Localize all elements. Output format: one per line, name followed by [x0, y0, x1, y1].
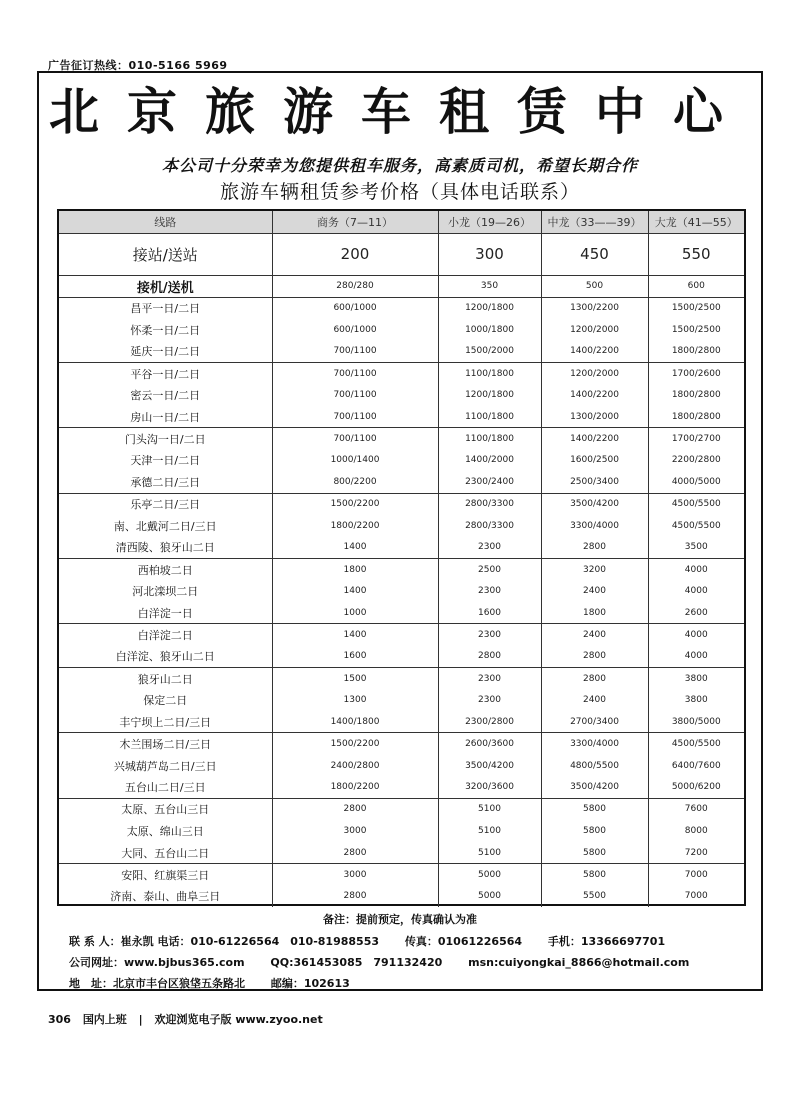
- price-cell: 1800/2800: [648, 341, 744, 363]
- page-footer: [48, 1011, 323, 1027]
- table-row: [59, 580, 744, 602]
- price-cell: 4000: [648, 559, 744, 581]
- price-cell: 2800: [541, 668, 648, 690]
- price-cell: 2800: [541, 646, 648, 668]
- price-cell: 4000/5000: [648, 471, 744, 493]
- contact-msn: msn:cuiyongkai_8866@hotmail.com: [468, 956, 690, 969]
- price-cell: 4000: [648, 580, 744, 602]
- price-cell: 1100/1800: [438, 428, 541, 450]
- table-row: [59, 689, 744, 711]
- table-row: [59, 515, 744, 537]
- table-row: [59, 755, 744, 777]
- price-cell: 4500/5500: [648, 493, 744, 515]
- price-table: [59, 211, 744, 907]
- price-cell: 2800: [272, 886, 438, 908]
- price-cell: 1400/1800: [272, 711, 438, 733]
- price-cell: 1500/2200: [272, 733, 438, 755]
- price-cell: 3200: [541, 559, 648, 581]
- price-cell: 2300/2800: [438, 711, 541, 733]
- price-cell: 1300/2200: [541, 297, 648, 319]
- price-cell: 5800: [541, 820, 648, 842]
- price-cell: 2600/3600: [438, 733, 541, 755]
- table-row: [59, 297, 744, 319]
- price-cell: 3000: [272, 820, 438, 842]
- route-cell: 怀柔一日/二日: [130, 323, 201, 337]
- company-address: 地 址：北京市丰台区狼垡五条路北: [69, 977, 245, 990]
- price-cell: 2700/3400: [541, 711, 648, 733]
- price-cell: 3800: [648, 668, 744, 690]
- price-cell: 3500: [648, 537, 744, 559]
- price-cell: 7200: [648, 842, 744, 864]
- price-cell: 2300: [438, 689, 541, 711]
- price-cell: 1300: [272, 689, 438, 711]
- route-cell: 狼牙山二日: [137, 672, 193, 686]
- contact-line-address: [69, 975, 372, 991]
- price-cell: 1400/2200: [541, 341, 648, 363]
- header-large-bus: 大龙（41—55）: [648, 211, 744, 233]
- price-cell: 1000: [272, 602, 438, 624]
- price-cell: 3500/4200: [438, 755, 541, 777]
- route-cell: 安阳、红旗渠三日: [121, 868, 210, 882]
- route-cell: 平谷一日/二日: [130, 367, 201, 381]
- price-cell: 2400: [541, 624, 648, 646]
- route-cell: 接机/送机: [59, 275, 272, 297]
- table-row: [59, 233, 744, 275]
- route-cell: 济南、泰山、曲阜三日: [110, 890, 221, 904]
- price-cell: 1400: [272, 537, 438, 559]
- price-cell: 2200/2800: [648, 450, 744, 472]
- header-medium-bus: 中龙（33——39）: [541, 211, 648, 233]
- price-cell: 4000: [648, 646, 744, 668]
- route-cell: 白洋淀、狼牙山二日: [59, 646, 272, 668]
- price-cell: 2300: [438, 580, 541, 602]
- route-cell: 房山一日/二日: [59, 406, 272, 428]
- route-cell: 接站/送站: [59, 233, 272, 275]
- price-cell: 4500/5500: [648, 515, 744, 537]
- route-cell: 河北滦坝二日: [132, 585, 199, 599]
- price-cell: 2800: [541, 537, 648, 559]
- price-cell: 1600: [272, 646, 438, 668]
- route-cell: 南、北戴河二日/三日: [113, 519, 217, 533]
- price-cell: 1000/1800: [438, 319, 541, 341]
- table-row: [59, 559, 744, 581]
- contact-line-web: [69, 954, 711, 970]
- price-cell: 3500/4200: [541, 777, 648, 799]
- route-cell: 大同、五台山二日: [59, 842, 272, 864]
- price-cell: 800/2200: [272, 471, 438, 493]
- page-number: 306: [48, 1013, 71, 1026]
- price-table-box: [57, 209, 746, 906]
- price-cell: 3800: [648, 689, 744, 711]
- price-cell: 2400: [541, 580, 648, 602]
- price-cell: 1400: [272, 580, 438, 602]
- price-cell: 1800/2200: [272, 515, 438, 537]
- price-cell: 2500/3400: [541, 471, 648, 493]
- route-cell: 门头沟一日/二日: [124, 432, 206, 446]
- postal-code: 邮编：102613: [270, 977, 350, 990]
- price-cell: 5100: [438, 798, 541, 820]
- header-route: 线路: [59, 211, 272, 233]
- price-cell: 4000: [648, 624, 744, 646]
- table-row: [59, 711, 744, 733]
- route-cell: 天津一日/二日: [130, 454, 201, 468]
- price-cell: 7000: [648, 864, 744, 886]
- price-cell: 1400: [272, 624, 438, 646]
- price-cell: 1200/2000: [541, 362, 648, 384]
- price-cell: 2300/2400: [438, 471, 541, 493]
- price-cell: 4800/5500: [541, 755, 648, 777]
- price-cell: 2500: [438, 559, 541, 581]
- price-cell: 3500/4200: [541, 493, 648, 515]
- ad-hotline: 广告征订热线：010-5166 5969: [48, 59, 228, 72]
- contact-person-phone: 联 系 人：崔永凯 电话：010-61226564 010-81988553: [69, 935, 380, 948]
- price-cell: 1700/2700: [648, 428, 744, 450]
- price-cell: 1500/2000: [438, 341, 541, 363]
- route-cell: 白洋淀一日: [59, 602, 272, 624]
- table-row: [59, 537, 744, 559]
- price-cell: 7600: [648, 798, 744, 820]
- slogan: 本公司十分荣幸为您提供租车服务，高素质司机，希望长期合作: [161, 156, 638, 175]
- table-row: [59, 820, 744, 842]
- table-row: [59, 384, 744, 406]
- table-row: [59, 668, 744, 690]
- price-cell: 1800/2800: [648, 384, 744, 406]
- contact-line-phone: [69, 933, 687, 949]
- price-cell: 1200/2000: [541, 319, 648, 341]
- price-cell: 4500/5500: [648, 733, 744, 755]
- route-cell: 清西陵、狼牙山二日: [59, 537, 272, 559]
- price-cell: 500: [541, 275, 648, 297]
- price-cell: 1800/2200: [272, 777, 438, 799]
- price-cell: 5000/6200: [648, 777, 744, 799]
- footer-divider: |: [138, 1013, 143, 1026]
- price-cell: 1800: [272, 559, 438, 581]
- price-cell: 2300: [438, 537, 541, 559]
- price-cell: 5800: [541, 798, 648, 820]
- price-table-title: 旅游车辆租赁参考价格（具体电话联系）: [219, 181, 580, 203]
- contact-fax: 传真：01061226564: [404, 935, 523, 948]
- price-cell: 5100: [438, 842, 541, 864]
- price-cell: 5800: [541, 842, 648, 864]
- contact-qq: QQ:361453085 791132420: [270, 956, 443, 969]
- price-cell: 600/1000: [272, 297, 438, 319]
- table-row: [59, 777, 744, 799]
- remark: 备注：提前预定，传真确认为准: [323, 913, 477, 926]
- table-row: [59, 319, 744, 341]
- price-cell: 2600: [648, 602, 744, 624]
- price-cell: 1200/1800: [438, 297, 541, 319]
- price-cell: 5500: [541, 886, 648, 908]
- table-row: [59, 471, 744, 493]
- price-cell: 1600/2500: [541, 450, 648, 472]
- company-website[interactable]: 公司网址：www.bjbus365.com: [69, 956, 245, 969]
- price-cell: 1400/2200: [541, 384, 648, 406]
- header-business: 商务（7—11）: [272, 211, 438, 233]
- route-cell: 昌平一日/二日: [130, 302, 201, 316]
- table-row: [59, 733, 744, 755]
- company-name: 北京旅游车租赁中心: [49, 82, 751, 141]
- route-cell: 木兰围场二日/三日: [119, 738, 212, 752]
- price-cell: 550: [648, 233, 744, 275]
- price-cell: 1600: [438, 602, 541, 624]
- table-row: [59, 886, 744, 908]
- price-cell: 300: [438, 233, 541, 275]
- price-cell: 1400/2200: [541, 428, 648, 450]
- table-row: [59, 450, 744, 472]
- price-cell: 2800: [272, 798, 438, 820]
- price-cell: 700/1100: [272, 384, 438, 406]
- price-cell: 600: [648, 275, 744, 297]
- price-cell: 1200/1800: [438, 384, 541, 406]
- contact-mobile: 手机：13366697701: [547, 935, 666, 948]
- price-cell: 1800: [541, 602, 648, 624]
- table-row: [59, 493, 744, 515]
- table-row: [59, 842, 744, 864]
- header-small-bus: 小龙（19—26）: [438, 211, 541, 233]
- price-cell: 1100/1800: [438, 362, 541, 384]
- price-cell: 3200/3600: [438, 777, 541, 799]
- price-cell: 3300/4000: [541, 515, 648, 537]
- price-cell: 1500: [272, 668, 438, 690]
- price-cell: 280/280: [272, 275, 438, 297]
- table-row: [59, 362, 744, 384]
- price-cell: 350: [438, 275, 541, 297]
- price-cell: 6400/7600: [648, 755, 744, 777]
- price-cell: 2800/3300: [438, 515, 541, 537]
- table-row: [59, 341, 744, 363]
- price-cell: 1100/1800: [438, 406, 541, 428]
- table-header-row: [59, 211, 744, 233]
- price-cell: 700/1100: [272, 428, 438, 450]
- price-cell: 600/1000: [272, 319, 438, 341]
- price-cell: 2800: [438, 646, 541, 668]
- price-cell: 2800/3300: [438, 493, 541, 515]
- price-cell: 2800: [272, 842, 438, 864]
- table-row: [59, 406, 744, 428]
- price-cell: 1500/2500: [648, 319, 744, 341]
- table-row: [59, 646, 744, 668]
- price-cell: 1000/1400: [272, 450, 438, 472]
- table-row: [59, 602, 744, 624]
- route-cell: 西柏坡二日: [137, 563, 193, 577]
- route-cell: 保定二日: [143, 694, 188, 708]
- price-cell: 3000: [272, 864, 438, 886]
- price-cell: 1300/2000: [541, 406, 648, 428]
- route-cell: 太原、绵山三日: [126, 825, 204, 839]
- price-cell: 5100: [438, 820, 541, 842]
- route-cell: 乐亭二日/三日: [130, 498, 201, 512]
- route-cell: 太原、五台山三日: [121, 803, 210, 817]
- price-cell: 1500/2200: [272, 493, 438, 515]
- price-cell: 1700/2600: [648, 362, 744, 384]
- footer-section: 国内上班: [82, 1013, 127, 1026]
- price-cell: 2400: [541, 689, 648, 711]
- price-cell: 3800/5000: [648, 711, 744, 733]
- price-cell: 2400/2800: [272, 755, 438, 777]
- price-cell: 5000: [438, 886, 541, 908]
- price-cell: 2300: [438, 668, 541, 690]
- price-cell: 700/1100: [272, 341, 438, 363]
- table-row: [59, 275, 744, 297]
- price-cell: 3300/4000: [541, 733, 648, 755]
- price-cell: 700/1100: [272, 362, 438, 384]
- price-cell: 5000: [438, 864, 541, 886]
- table-row: [59, 864, 744, 886]
- table-row: [59, 624, 744, 646]
- route-cell: 承德二日/三日: [59, 471, 272, 493]
- footer-tagline: 欢迎浏览电子版 www.zyoo.net: [154, 1013, 323, 1026]
- price-cell: 8000: [648, 820, 744, 842]
- route-cell: 丰宁坝上二日/三日: [59, 711, 272, 733]
- route-cell: 白洋淀二日: [137, 629, 193, 643]
- price-cell: 1500/2500: [648, 297, 744, 319]
- price-cell: 7000: [648, 886, 744, 908]
- route-cell: 密云一日/二日: [130, 389, 201, 403]
- price-cell: 5800: [541, 864, 648, 886]
- price-cell: 2300: [438, 624, 541, 646]
- price-cell: 1800/2800: [648, 406, 744, 428]
- route-cell: 五台山二日/三日: [59, 777, 272, 799]
- price-cell: 450: [541, 233, 648, 275]
- price-cell: 1400/2000: [438, 450, 541, 472]
- price-cell: 200: [272, 233, 438, 275]
- ad-frame: [37, 71, 763, 991]
- route-cell: 兴城葫芦岛二日/三日: [113, 759, 217, 773]
- table-row: [59, 798, 744, 820]
- route-cell: 延庆一日/二日: [59, 341, 272, 363]
- table-row: [59, 428, 744, 450]
- price-cell: 700/1100: [272, 406, 438, 428]
